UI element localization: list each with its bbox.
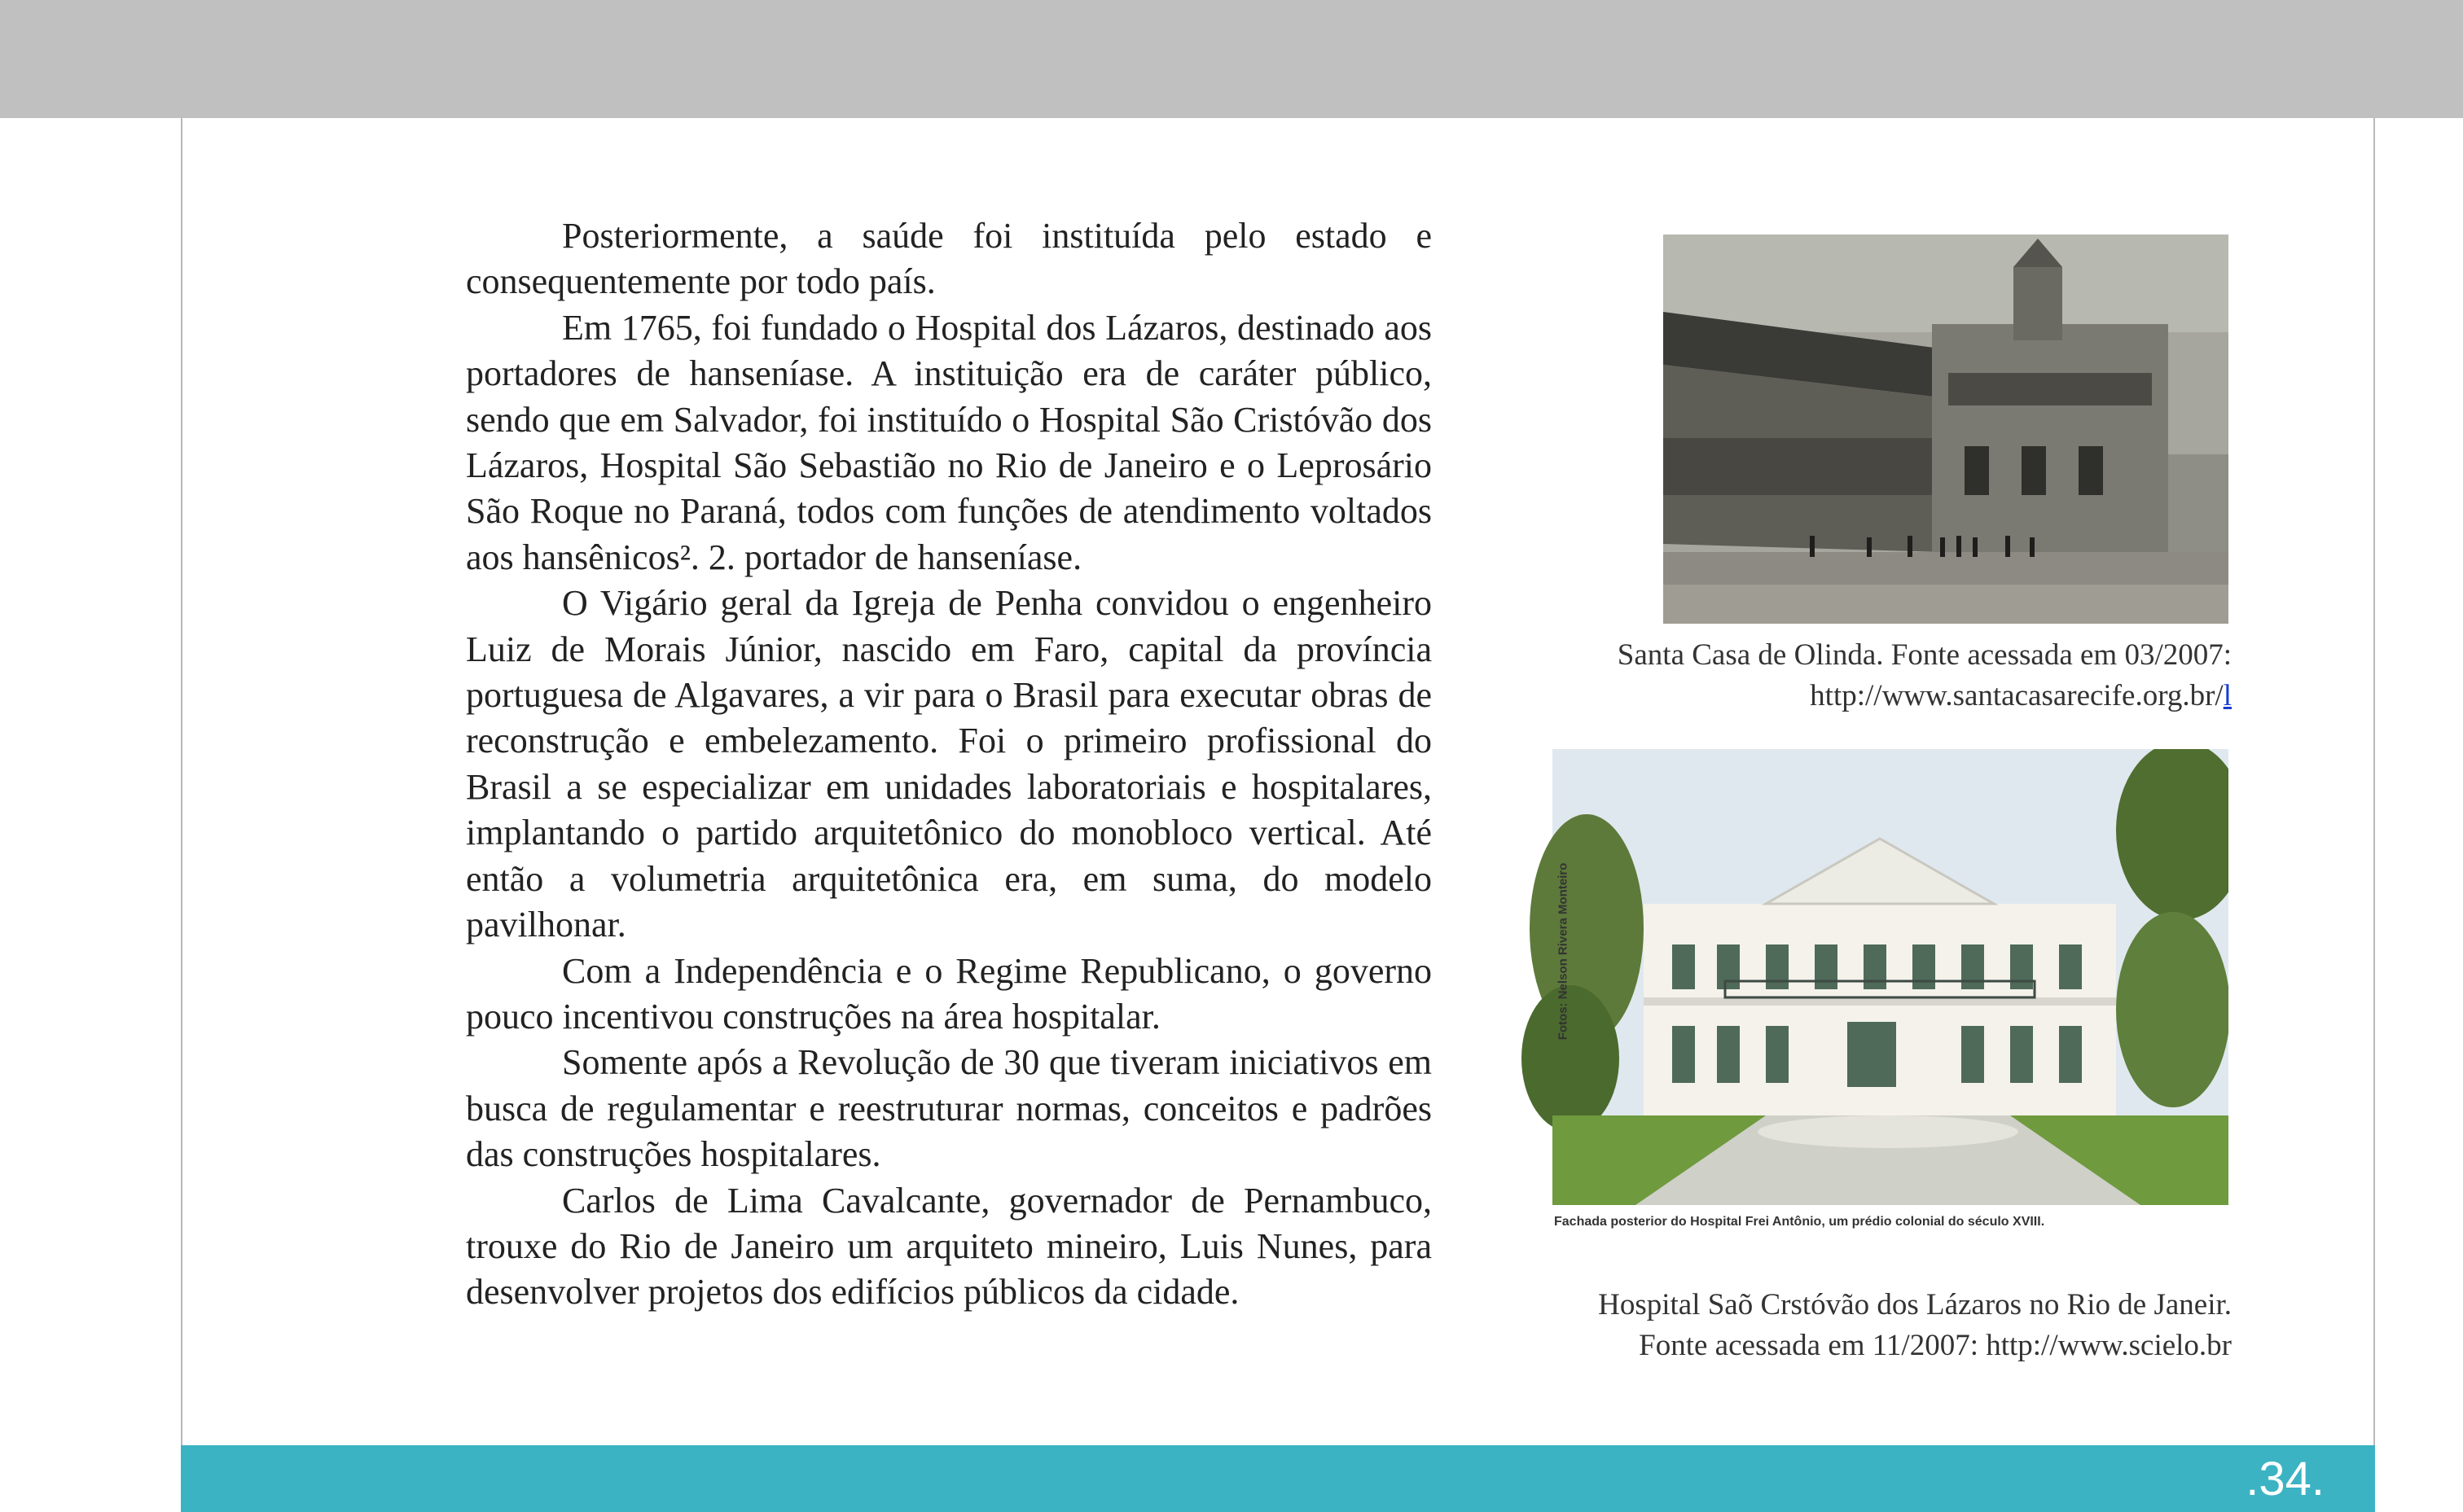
- left-margin: [0, 118, 181, 1512]
- figure1-caption: [1515, 635, 2232, 717]
- paragraph-3: O Vigário geral da Igreja de Penha convidou o engenheiro Luiz de Morais Júnior, nascido em Faro, capital da província portuguesa de Algavares, a vir para o Brasil para executar obras de reconstrução e embelezamento. Foi o primeiro profissional do Brasil a se especializar em unidades laboratoriais e hospitalares, implantando o partido arquitetônico do monobloco vertical. Até então a volumetria arquitetônica era, em suma, do modelo pavilhonar.: [466, 583, 1432, 945]
- photo-credit: Fotos: Nelson Rivera Monteiro: [1556, 862, 1570, 1041]
- hospital-photo: [1521, 749, 2228, 1249]
- footer-bar: [181, 1445, 2375, 1512]
- figure2-caption-line1: Hospital Saõ Crstóvão dos Lázaros no Rio de Janeir.: [1598, 1288, 2232, 1321]
- body-text-column: [466, 213, 1432, 1316]
- paragraph-5: Somente após a Revolução de 30 que tiveram iniciativos em busca de regulamentar e reestruturar normas, conceitos e padrões das construções hospitalares.: [466, 1042, 1432, 1175]
- paragraph-4: Com a Independência e o Regime Republicano, o governo pouco incentivou construções na área hospitalar.: [466, 950, 1432, 1036]
- page-number: .34.: [2246, 1453, 2325, 1505]
- top-gray-band: [0, 0, 2463, 118]
- figure2-caption-line2: Fonte acessada em 11/2007: http://www.scielo.br: [1639, 1329, 2232, 1362]
- figure1-source-url: http://www.santacasarecife.org.br/: [1810, 679, 2224, 712]
- right-margin: [2375, 118, 2463, 1512]
- figure1-caption-line2: [1515, 676, 2232, 717]
- figure1-source-link[interactable]: l: [2223, 679, 2232, 712]
- photo-embedded-caption: Fachada posterior do Hospital Frei Antônio, um prédio colonial do século XVIII.: [1554, 1215, 2045, 1229]
- hospital-illustration: [1521, 749, 2228, 1249]
- figure1-caption-line1: Santa Casa de Olinda. Fonte acessada em 03/2007:: [1617, 638, 2232, 672]
- figure2-caption: [1482, 1285, 2232, 1366]
- santa-casa-illustration: [1663, 234, 2228, 624]
- santa-casa-photo: [1663, 234, 2228, 624]
- paragraph-2: Em 1765, foi fundado o Hospital dos Lázaros, destinado aos portadores de hanseníase. A instituição era de caráter público, sendo que em Salvador, foi instituído o Hospital São Cristóvão dos Lázaros, Hospital São Sebastião no Rio de Janeiro e o Leprosário São Roque no Paraná, todos com funções de atendimento voltados aos hansênicos². 2. portador de hanseníase.: [466, 307, 1432, 577]
- paragraph-1: Posteriormente, a saúde foi instituída pelo estado e consequentemente por todo país.: [466, 216, 1432, 302]
- paragraph-6: Carlos de Lima Cavalcante, governador de Pernambuco, trouxe do Rio de Janeiro um arquiteto mineiro, Luis Nunes, para desenvolver projetos dos edifícios públicos da cidade.: [466, 1180, 1432, 1313]
